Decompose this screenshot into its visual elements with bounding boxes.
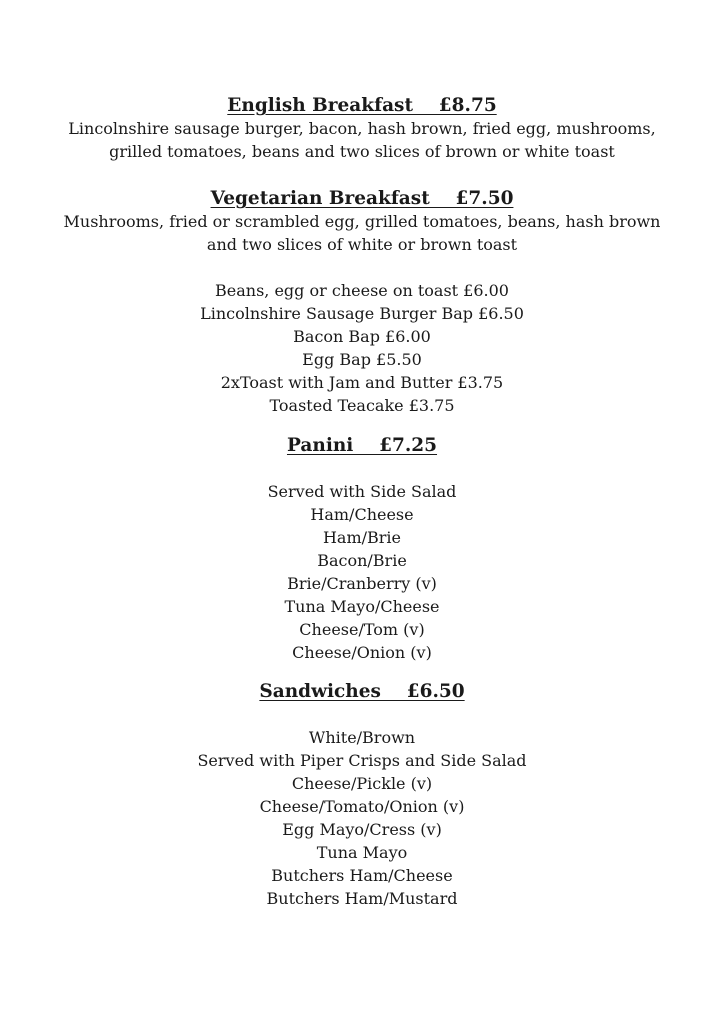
menu-line: and two slices of white or brown toast (206, 235, 518, 254)
menu-line: Served with Side Salad (267, 482, 457, 501)
menu-line: Toasted Teacake £3.75 (269, 396, 455, 415)
menu-line: Mushrooms, fried or scrambled egg, grilled tomatoes, beans, hash brown (63, 212, 661, 231)
menu-line: Brie/Cranberry (v) (287, 574, 437, 593)
english-breakfast-heading: English Breakfast £8.75 (227, 95, 497, 116)
menu-line: Ham/Cheese (310, 505, 414, 524)
spacer (0, 703, 724, 726)
menu-line: Tuna Mayo/Cheese (284, 597, 440, 616)
menu-line: Cheese/Onion (v) (292, 643, 432, 662)
menu-line: Cheese/Tomato/Onion (v) (259, 797, 465, 816)
menu-line: Cheese/Tom (v) (299, 620, 425, 639)
menu-line: Lincolnshire Sausage Burger Bap £6.50 (200, 304, 524, 323)
menu-line: grilled tomatoes, beans and two slices of brown or white toast (109, 142, 615, 161)
english-breakfast-section (0, 94, 724, 163)
menu-line: 2xToast with Jam and Butter £3.75 (220, 373, 504, 392)
menu-line: Cheese/Pickle (v) (291, 774, 433, 793)
menu-line: Beans, egg or cheese on toast £6.00 (215, 281, 509, 300)
vegetarian-breakfast-section (0, 187, 724, 256)
menu-line: Served with Piper Crisps and Side Salad (197, 751, 527, 770)
vegetarian-breakfast-heading: Vegetarian Breakfast £7.50 (210, 188, 514, 209)
panini-section (0, 434, 724, 664)
extras-section (0, 279, 724, 417)
menu-line: Tuna Mayo (316, 843, 408, 862)
sandwiches-section (0, 680, 724, 910)
sandwiches-heading: Sandwiches £6.50 (259, 681, 465, 702)
menu-line: Lincolnshire sausage burger, bacon, hash brown, fried egg, mushrooms, (68, 119, 656, 138)
menu-line: Egg Bap £5.50 (302, 350, 422, 369)
menu-line: Butchers Ham/Mustard (266, 889, 458, 908)
panini-heading: Panini £7.25 (286, 435, 438, 456)
spacer (0, 457, 724, 480)
menu-line: Bacon Bap £6.00 (293, 327, 431, 346)
menu-line: White/Brown (308, 728, 416, 747)
menu-line: Ham/Brie (322, 528, 402, 547)
menu-line: Egg Mayo/Cress (v) (282, 820, 442, 839)
menu-line: Butchers Ham/Cheese (271, 866, 453, 885)
menu-line: Bacon/Brie (317, 551, 407, 570)
